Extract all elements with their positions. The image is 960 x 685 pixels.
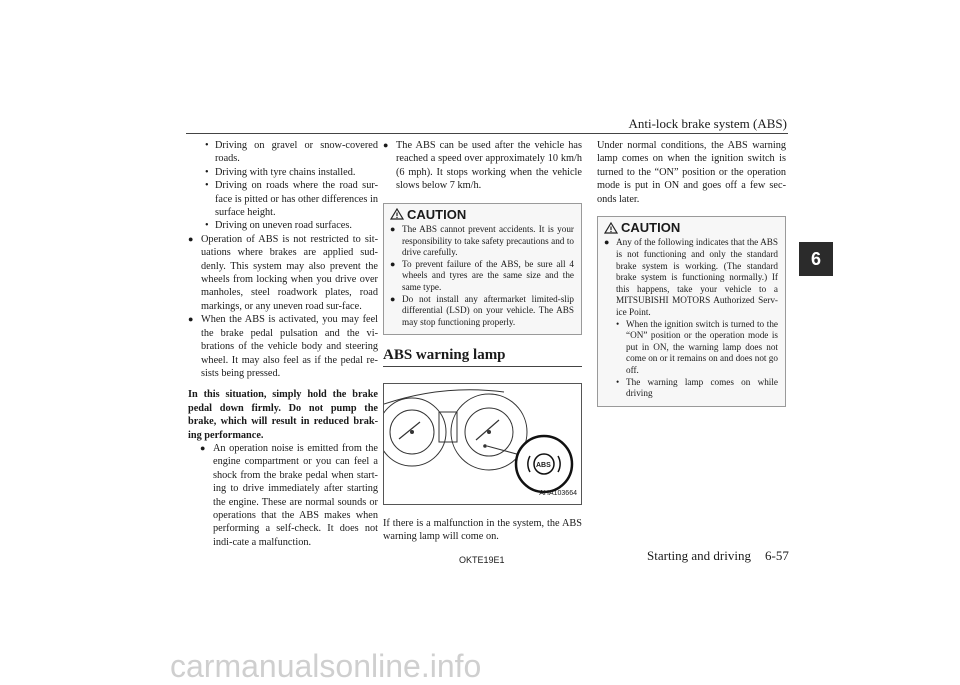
- bold-instruction: In this situation, simply hold the brake pedal down firmly. Do not pump the brake, which will result in reduced brak-ing performance.: [188, 389, 378, 441]
- header-title: Anti-lock brake system (ABS): [628, 116, 787, 131]
- bullet-icon: ●: [188, 233, 194, 244]
- warning-triangle-icon: [604, 222, 618, 234]
- list-item: ● Operation of ABS is not restricted to sit-uations where brakes are applied sud-denly. This system may also prevent the wheels from locking when you drive over manholes, steel roadwork plates, road markings, or any uneven road sur-face.: [188, 233, 378, 312]
- caution-item: ● The ABS cannot prevent accidents. It is your responsibility to take safety precautions and to drive carefully.: [390, 224, 574, 258]
- caution-header: CAUTION: [604, 221, 778, 234]
- normal-conditions-paragraph: Under normal conditions, the ABS warning lamp comes on when the ignition switch is turned to the “ON” position or the operation mode is put in ON and goes off a few sec-onds later.: [597, 140, 786, 205]
- sub-list-item: • When the ignition switch is turned to the “ON” position or the operation mode is put in ON, the warning lamp does not come on or it remains on and does not go off.: [616, 318, 778, 375]
- section-title: ABS warning lamp: [383, 349, 582, 366]
- list-item: ● When the ABS is activated, you may feel the brake pedal pulsation and the vi-brations of the vehicle body and steering wheel. It may also feel as if the pedal re-sists being pressed.: [188, 314, 378, 379]
- caution-box: [597, 216, 786, 407]
- sub-list-item: • The warning lamp comes on while driving: [616, 376, 778, 399]
- list-item: ● The ABS can be used after the vehicle has reached a speed over approximately 10 km/h (6 mph). It stops working when the vehicle slows below 7 km/h.: [383, 140, 582, 192]
- bullet-icon: ●: [188, 314, 194, 325]
- chapter-tab: 6: [799, 242, 833, 276]
- caution-item: ● Do not install any aftermarket limited-slip differential (LSD) on your vehicle. The ABS may stop functioning properly.: [390, 293, 574, 327]
- watermark: carmanualsonline.info: [170, 648, 482, 684]
- figure-label: AHA103664: [539, 490, 577, 498]
- sub-list-item: • Driving on gravel or snow-covered roads.: [205, 140, 378, 165]
- sub-list-item: • Driving on roads where the road sur-face is pitted or has other differences in surface height.: [205, 180, 378, 219]
- warning-triangle-icon: [390, 208, 404, 220]
- bullet-icon: ●: [383, 140, 389, 150]
- list-item: ● An operation noise is emitted from the engine compartment or you can feel a shock from the brake pedal when start-ing to drive immediately after starting the engine. These are normal sounds or operations that the ABS makes when performing a self-check. It does not indi-cate a malfunction.: [200, 442, 378, 548]
- sub-list-item: • Driving with tyre chains installed.: [205, 166, 356, 178]
- footer-section-name: Starting and driving: [647, 548, 751, 563]
- caution-item: ● To prevent failure of the ABS, be sure all 4 wheels and tyres are the same size and the same type.: [390, 258, 574, 292]
- caution-item: ● Any of the following indicates that the ABS is not functioning and only the standard brake system is working. (The standard brake system is functioning normally.) If this happens, take your vehicle to a MITSUBISHI MOTORS Authorized Serv-ice Point.: [604, 237, 778, 317]
- caution-box: [383, 203, 582, 336]
- caution-header: CAUTION: [390, 208, 574, 221]
- bullet-icon: ●: [390, 258, 396, 269]
- malfunction-paragraph: If there is a malfunction in the system, the ABS warning lamp will come on.: [383, 517, 582, 543]
- bullet-icon: ●: [200, 442, 206, 453]
- column-1: [188, 139, 378, 549]
- bullet-icon: ●: [390, 293, 396, 304]
- instrument-cluster-illustration: [384, 384, 581, 504]
- column-3: [597, 139, 786, 407]
- bullet-icon: ●: [390, 224, 396, 235]
- bullet-icon: ●: [604, 237, 610, 248]
- sub-list-item: • Driving on uneven road surfaces.: [205, 220, 352, 232]
- page-number: 6-57: [765, 548, 789, 563]
- instrument-cluster-figure: [383, 383, 582, 505]
- header-divider: [186, 133, 788, 134]
- column-2: [383, 139, 582, 544]
- abs-lamp-text: ABS: [536, 461, 551, 469]
- document-code: OKTE19E1: [459, 555, 505, 565]
